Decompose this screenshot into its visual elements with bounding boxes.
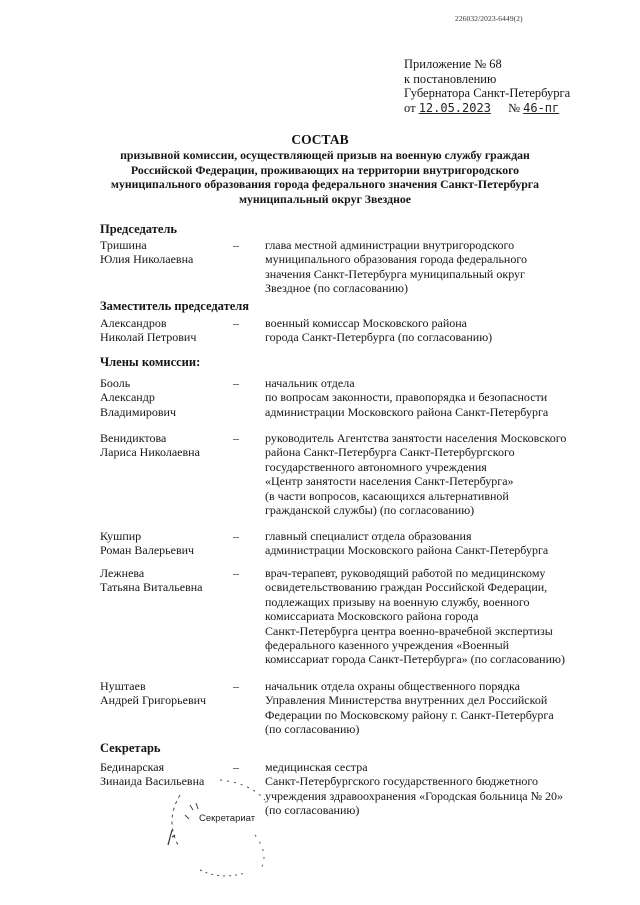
appendix-block	[404, 57, 570, 115]
stamp-mark	[160, 775, 280, 885]
dash: –	[233, 566, 239, 580]
dash: –	[233, 316, 239, 330]
member-name: Лежнева Татьяна Витальевна	[100, 566, 203, 595]
member-name: Кушпир Роман Валерьевич	[100, 529, 195, 558]
section-members: Члены комиссии:	[100, 355, 201, 369]
member-name: Венидиктова Лариса Николаевна	[100, 431, 200, 460]
section-chairman: Председатель	[100, 222, 178, 236]
member-position: начальник отдела охраны общественного порядка Управления Министерства внутренних дел Российской Федерации по Московскому району г. Санкт-Петербурга (по согласованию)	[265, 679, 554, 737]
member-position: руководитель Агентства занятости населения Московского района Санкт-Петербурга Санкт-Петербургского государственного автономного учреждения «Центр занятости населения Санкт-Петербурга» (в части вопросов, касающихся альтернативной гражданской службы) (по согласованию)	[265, 431, 567, 518]
member-position: глава местной администрации внутригородского муниципального образования города федерального значения Санкт-Петербурга муниципальный округ Звездное (по согласованию)	[265, 238, 527, 296]
dash: –	[233, 431, 239, 445]
member-position: врач-терапевт, руководящий работой по медицинскому освидетельствованию граждан Российской Федерации, подлежащих призыву на военную службу, военного комиссариата Московского района города Санкт-Петербурга центра военно-врачебной экспертизы федерального казенного учреждения «Военный комиссариат города Санкт-Петербурга» (по согласованию)	[265, 566, 565, 667]
stamp-text: Секретариат	[199, 813, 256, 824]
member-name: Александров Николай Петрович	[100, 316, 197, 345]
number-prefix: №	[508, 100, 520, 115]
date-prefix: от	[404, 100, 416, 115]
appendix-date-line	[404, 101, 570, 116]
appendix-line-1: Приложение № 68	[404, 57, 502, 71]
member-position: медицинская сестра Санкт-Петербургского государственного бюджетного учреждения здравоохранения «Городская больница № 20» (по согласованию)	[265, 760, 564, 818]
decree-number: 46-пг	[523, 100, 560, 115]
appendix-line-3: Губернатора Санкт-Петербурга	[404, 86, 571, 100]
section-deputy: Заместитель председателя	[100, 299, 250, 313]
document-number: 226032/2023-6449(2)	[455, 14, 523, 23]
dash: –	[233, 238, 239, 252]
member-name: Бооль Александр Владимирович	[100, 376, 176, 419]
dash: –	[233, 529, 239, 543]
member-name: Тришина Юлия Николаевна	[100, 238, 194, 267]
document-title: СОСТАВ	[291, 132, 349, 147]
member-position: военный комиссар Московского района города Санкт-Петербурга (по согласованию)	[265, 316, 493, 345]
document-subtitle: призывной комиссии, осуществляющей призыв на военную службу граждан Российской Федерации, проживающих на территории внутригородского муниципального образования города федерального значения Санкт-Петербурга муниципальный округ Звездное	[110, 148, 540, 206]
dash: –	[233, 376, 239, 390]
section-secretary: Секретарь	[100, 741, 161, 755]
dash: –	[233, 760, 239, 774]
member-name: Бединарская Зинаида Васильевна	[100, 760, 205, 789]
member-position: начальник отдела по вопросам законности, правопорядка и безопасности администрации Московского района Санкт-Петербурга	[265, 376, 549, 419]
decree-date: 12.05.2023	[418, 100, 491, 115]
member-name: Нуштаев Андрей Григорьевич	[100, 679, 207, 708]
member-position: главный специалист отдела образования администрации Московского района Санкт-Петербурга	[265, 529, 549, 558]
dash: –	[233, 679, 239, 693]
appendix-line-2: к постановлению	[404, 71, 497, 86]
